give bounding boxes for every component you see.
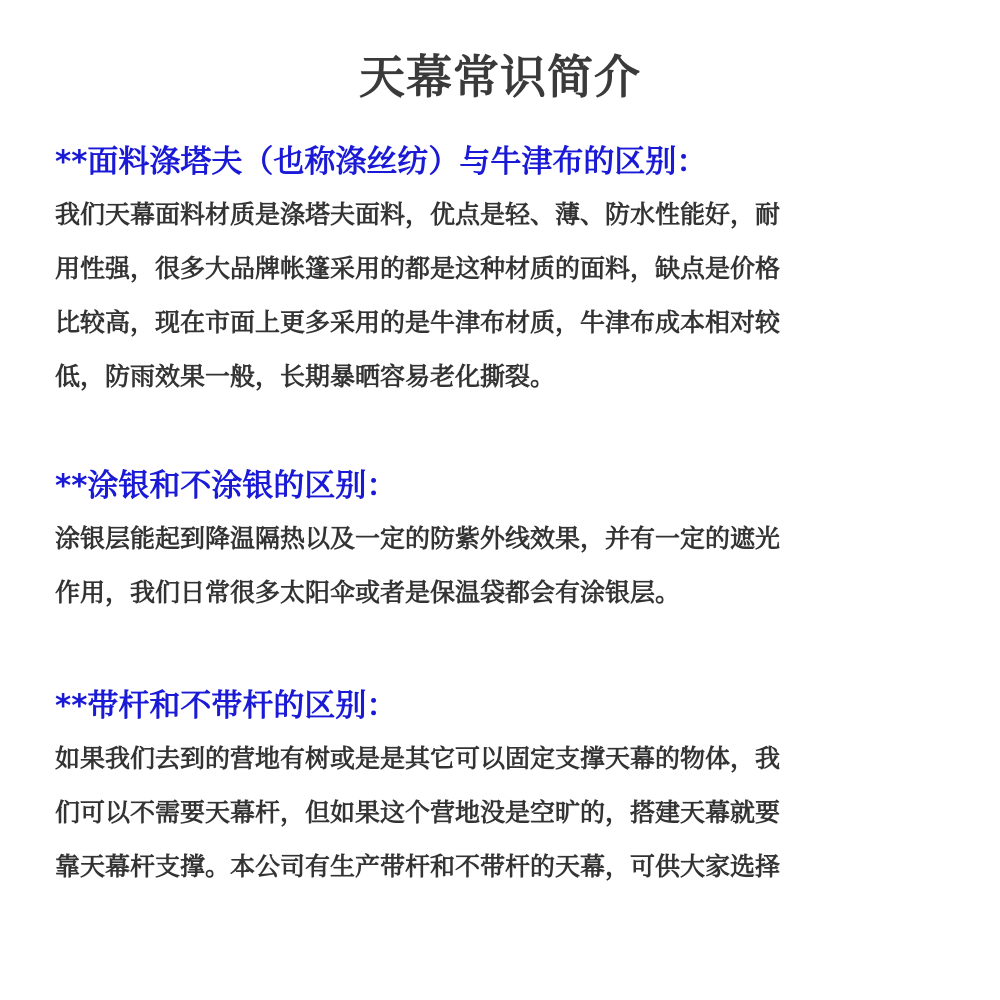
section-body <box>55 512 955 620</box>
body-line: 涂银层能起到降温隔热以及一定的防紫外线效果，并有一定的遮光 <box>55 524 781 553</box>
section-silver-coating <box>55 466 955 620</box>
page-title: 天幕常识简介 <box>359 50 641 104</box>
body-line: 靠天幕杆支撑。本公司有生产带杆和不带杆的天幕，可供大家选择 <box>55 852 781 881</box>
section-heading: **面料涤塔夫（也称涤丝纺）与牛津布的区别： <box>55 144 708 180</box>
body-line: 作用，我们日常很多太阳伞或者是保温袋都会有涂银层。 <box>55 578 681 607</box>
body-line: 如果我们去到的营地有树或是是其它可以固定支撑天幕的物体，我 <box>55 744 781 773</box>
section-body <box>55 732 955 894</box>
section-heading: **涂银和不涂银的区别： <box>55 468 398 504</box>
body-line: 用性强，很多大品牌帐篷采用的都是这种材质的面料，缺点是价格 <box>55 254 781 283</box>
section-heading: **带杆和不带杆的区别： <box>55 688 398 724</box>
section-body <box>55 188 955 404</box>
section-fabric <box>55 142 955 404</box>
body-line: 低，防雨效果一般，长期暴晒容易老化撕裂。 <box>55 362 556 391</box>
section-pole <box>55 686 955 894</box>
body-line: 我们天幕面料材质是涤塔夫面料，优点是轻、薄、防水性能好，耐 <box>55 200 781 229</box>
body-line: 比较高，现在市面上更多采用的是牛津布材质，牛津布成本相对较 <box>55 308 781 337</box>
body-line: 们可以不需要天幕杆，但如果这个营地没是空旷的，搭建天幕就要 <box>55 798 781 827</box>
